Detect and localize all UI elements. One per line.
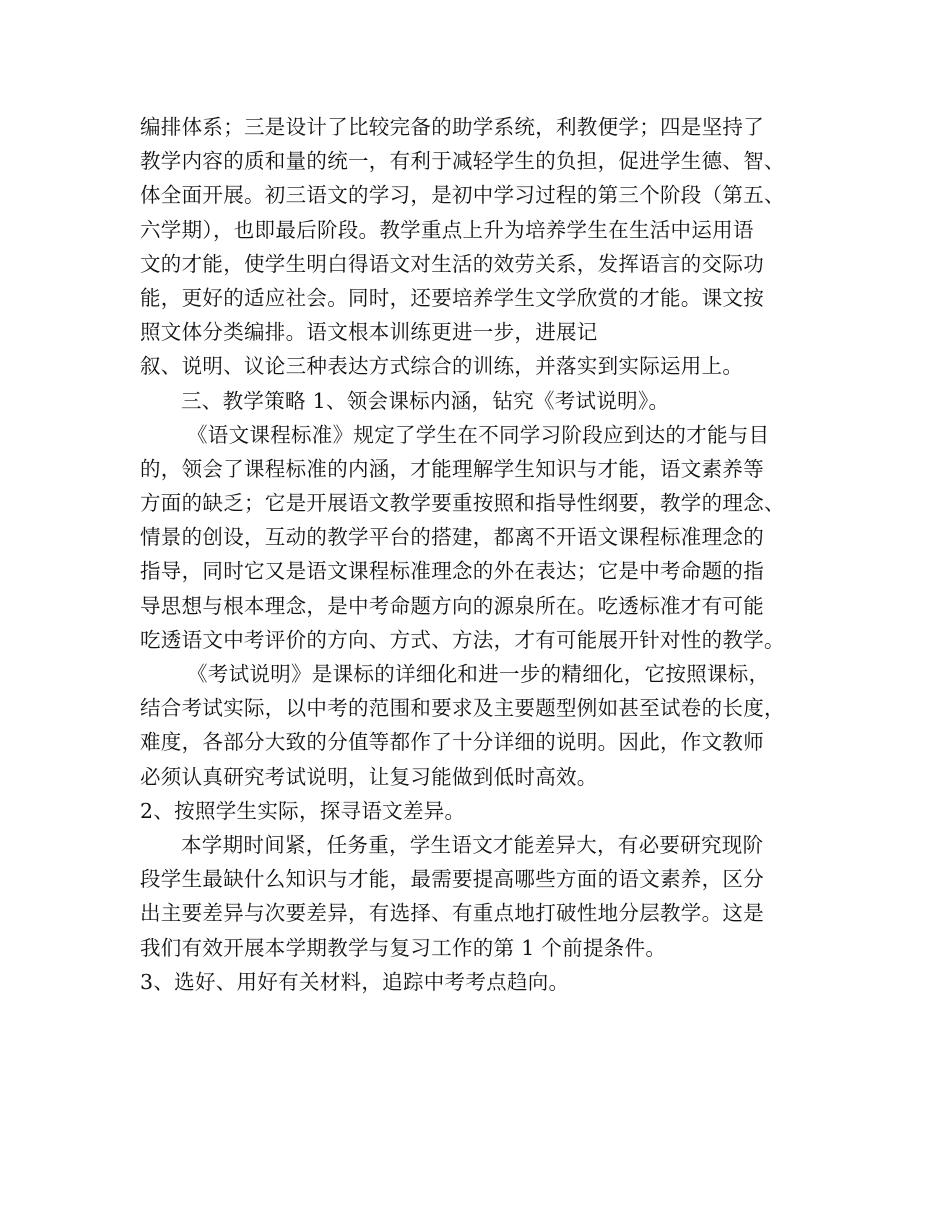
text-line: 情景的创设，互动的教学平台的搭建，都离不开语文课程标准理念的 <box>140 525 764 550</box>
text-line: 难度，各部分大致的分值等都作了十分详细的说明。因此，作文教师 <box>140 730 764 755</box>
text-line: 必须认真研究考试说明，让复习能做到低时高效。 <box>140 764 598 789</box>
document-body <box>140 110 820 999</box>
text-line: 六学期），也即最后阶段。教学重点上升为培养学生在生活中运用语 <box>140 217 754 242</box>
subsection-heading: 2、按照学生实际，探寻语文差异。 <box>140 798 466 823</box>
text-line: 照文体分类编排。语文根本训练更进一步，进展记 <box>140 320 598 345</box>
text-line: 能，更好的适应社会。同时，还要培养学生文学欣赏的才能。课文按 <box>140 285 764 310</box>
text-line: 出主要差异与次要差异，有选择、有重点地打破性地分层教学。这是 <box>140 901 764 926</box>
text-line: 叙、说明、议论三种表达方式综合的训练，并落实到实际运用上。 <box>140 354 744 379</box>
text-line: 结合考试实际，以中考的范围和要求及主要题型例如甚至试卷的长度， <box>140 696 785 721</box>
text-line: 吃透语文中考评价的方向、方式、方法，才有可能展开针对性的教学。 <box>140 627 785 652</box>
paragraph-start: 《考试说明》是课标的详细化和进一步的精细化，它按照课标， <box>187 662 770 686</box>
subsection-heading: 3、选好、用好有关材料，追踪中考考点趋向。 <box>140 969 570 994</box>
paragraph-start: 《语文课程标准》规定了学生在不同学习阶段应到达的才能与目 <box>187 422 770 447</box>
paragraph-start: 本学期时间紧，任务重，学生语文才能差异大，有必要研究现阶 <box>181 832 764 857</box>
text-line: 我们有效开展本学期教学与复习工作的第 1 个前提条件。 <box>140 935 667 960</box>
text-line: 文的才能，使学生明白得语文对生活的效劳关系，发挥语言的交际功 <box>140 251 764 276</box>
text-line: 方面的缺乏；它是开展语文教学要重按照和指导性纲要，教学的理念、 <box>140 491 785 516</box>
text-line: 段学生最缺什么知识与才能，最需要提高哪些方面的语文素养，区分 <box>140 867 764 892</box>
section-heading: 三、教学策略 1、领会课标内涵，钻究《考试说明》。 <box>181 388 670 413</box>
text-line: 的，领会了课程标准的内涵，才能理解学生知识与才能，语文素养等 <box>140 456 764 481</box>
text-line: 体全面开展。初三语文的学习，是初中学习过程的第三个阶段（第五、 <box>140 183 785 208</box>
text-line: 教学内容的质和量的统一，有利于减轻学生的负担，促进学生德、智、 <box>140 149 785 174</box>
text-line: 编排体系；三是设计了比较完备的助学系统，利教便学；四是坚持了 <box>140 115 764 139</box>
text-line: 指导，同时它又是语文课程标准理念的外在表达；它是中考命题的指 <box>140 559 764 584</box>
text-line: 导思想与根本理念，是中考命题方向的源泉所在。吃透标准才有可能 <box>140 593 764 618</box>
